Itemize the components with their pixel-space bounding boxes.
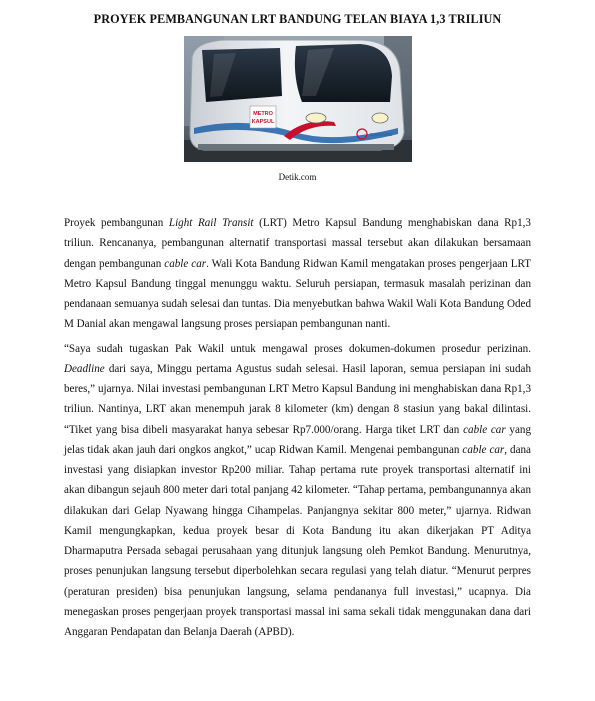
- text-run: yang jelas tidak akan jauh dari ongkos angkot,” ucap Ridwan Kamil. Mengenai pembangunan: [64, 423, 531, 456]
- italic-term: cable car: [462, 443, 505, 456]
- sign-text-kapsul: KAPSUL: [251, 119, 275, 125]
- article-body: [64, 213, 531, 646]
- text-run: , dana investasi yang disiapkan investor Rp200 miliar. Tahap pertama rute proyek transportasi alternatif ini akan dibangun sejauh 800 meter dari total panjang 42 kilometer. “Tahap pertama, pembangunannya akan dilakukan dari Gelap Nyawang hingga Cihampelas. Panjangnya sekitar 800 meter,” ujarnya. Ridwan Kamil mengungkapkan, kedua proyek besar di Kota Bandung itu akan dikerjakan PT Aditya Dharmaputra Persada sebagai perusahaan yang ditunjuk langsung oleh Pemkot Bandung. Menurutnya, proses penunjukan langsung tersebut diperbolehkan secara regulasi yang telah diatur. “Menurut perpres (peraturan presiden) bisa penunjukan langsung, selama pendananya full investasi,” ucapnya. Dia menegaskan proses pengerjaan proyek transportasi massal ini sama sekali tidak menggunakan dana dari Anggaran Pendapatan dan Belanja Daerah (APBD).: [64, 443, 531, 638]
- article-title: PROYEK PEMBANGUNAN LRT BANDUNG TELAN BIAYA 1,3 TRILIUN: [93, 12, 502, 26]
- sign-text-metro: METRO: [253, 111, 273, 117]
- logo-text: BANDUNG: [370, 132, 393, 137]
- italic-term: Light Rail Transit: [168, 217, 254, 229]
- text-run: (LRT) Metro Kapsul Bandung menghabiskan dana Rp1,3 triliun. Rencananya, pembangunan alternatif transportasi massal tersebut akan dilakukan bersamaan dengan pembangunan: [64, 217, 531, 270]
- lrt-photo: [184, 36, 412, 162]
- paragraph: [64, 213, 531, 335]
- paragraph: [64, 339, 531, 643]
- text-run: . Wali Kota Bandung Ridwan Kamil mengatakan proses pengerjaan LRT Metro Kapsul Bandung tinggal menunggu waktu. Seluruh persiapan, termasuk masalah perizinan dan pendanaan semuanya sudah selesai dan tuntas. Dia menyebutkan bahwa Wakil Wali Kota Bandung Oded M Danial akan mengawal langsung proses persiapan pembangunan nanti.: [64, 257, 532, 331]
- text-run: Proyek pembangunan: [64, 217, 169, 229]
- text-run: dari saya, Minggu pertama Agustus sudah selesai. Hasil laporan, semua persiapan ini sudah beres,” ujarnya. Nilai investasi pembangunan LRT Metro Kapsul Bandung ini menghabiskan dana Rp1,3 triliun. Nantinya, LRT akan menempuh jarak 8 kilometer (km) dengan 8 stasiun yang bakal dilintasi. “Tiket yang bisa dibeli masyarakat hanya sebesar Rp7.000/orang. Harga tiket LRT dan: [64, 362, 531, 436]
- photo-caption: Detik.com: [278, 172, 317, 182]
- italic-term: cable car: [164, 257, 207, 270]
- text-run: “Saya sudah tugaskan Pak Wakil untuk mengawal proses dokumen-dokumen prosedur perizinan.: [64, 342, 531, 355]
- italic-term: Deadline: [64, 362, 105, 375]
- lrt-train-illustration: [184, 36, 412, 162]
- italic-term: cable car: [463, 423, 506, 436]
